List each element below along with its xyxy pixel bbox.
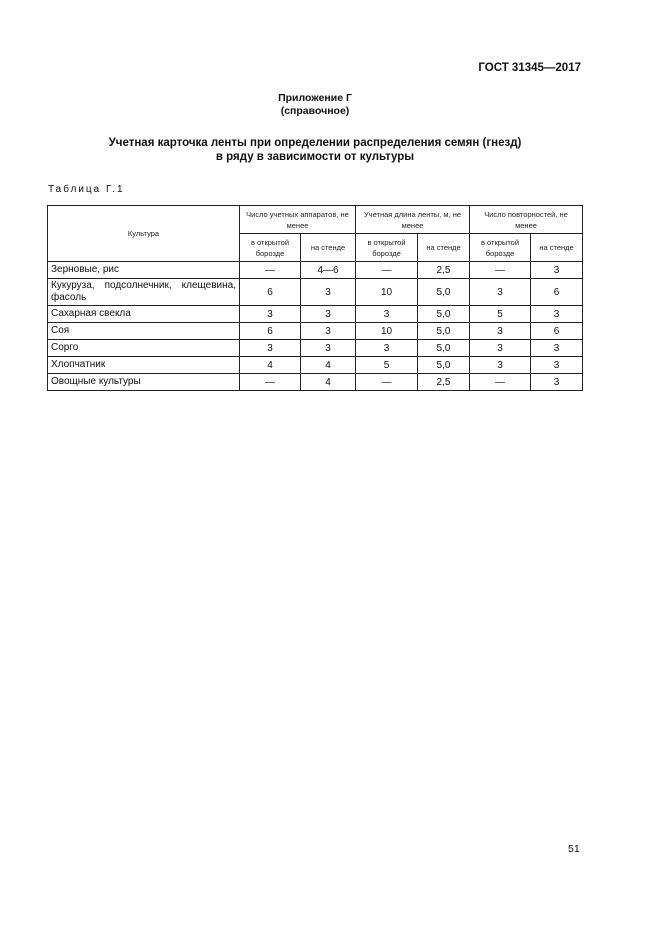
crop-name: Соя (48, 323, 240, 340)
table-cell: 5,0 (418, 279, 470, 306)
table-cell: — (356, 374, 418, 391)
subheader-stand: на стенде (301, 234, 356, 262)
table-cell: 3 (356, 340, 418, 357)
table-cell: 3 (240, 340, 301, 357)
table-cell: 3 (240, 306, 301, 323)
table-cell: 3 (301, 279, 356, 306)
crop-name: Хлопчатник (48, 357, 240, 374)
table-row (48, 340, 583, 357)
table-caption: Таблица Г.1 (48, 184, 125, 195)
subheader-open-furrow: в открытой борозде (470, 234, 531, 262)
table-cell: 5 (470, 306, 531, 323)
table-row (48, 374, 583, 391)
table-cell: 5,0 (418, 323, 470, 340)
table-cell: 5 (356, 357, 418, 374)
crop-name: Зерновые, рис (48, 262, 240, 279)
subheader-stand: на стенде (418, 234, 470, 262)
table-cell: 5,0 (418, 306, 470, 323)
table-row (48, 279, 583, 306)
table-cell: — (470, 374, 531, 391)
table-cell: 3 (531, 374, 583, 391)
subheader-open-furrow: в открытой борозде (240, 234, 301, 262)
table-cell: 6 (240, 279, 301, 306)
crop-name: Овощные культуры (48, 374, 240, 391)
table-cell: — (470, 262, 531, 279)
table-cell: 6 (531, 279, 583, 306)
table-row (48, 262, 583, 279)
table-row (48, 323, 583, 340)
table-cell: 6 (240, 323, 301, 340)
crop-name: Сахарная свекла (48, 306, 240, 323)
subheader-stand: на стенде (531, 234, 583, 262)
standard-code: ГОСТ 31345—2017 (478, 62, 581, 74)
appendix-label: Приложение Г (278, 92, 352, 104)
table-cell: — (356, 262, 418, 279)
table-cell: 3 (531, 262, 583, 279)
header-apparatus-count: Число учетных аппаратов, не менее (240, 206, 356, 234)
crop-name: Сорго (48, 340, 240, 357)
table-cell: 3 (470, 279, 531, 306)
page-number: 51 (568, 843, 580, 855)
header-crop: Культура (48, 206, 240, 262)
table-row (48, 357, 583, 374)
table-cell: 10 (356, 279, 418, 306)
table-cell: — (240, 262, 301, 279)
title-line-2: в ряду в зависимости от культуры (215, 151, 415, 163)
table-row (48, 306, 583, 323)
appendix-heading (0, 92, 630, 118)
table-cell: 3 (531, 306, 583, 323)
table-cell: 3 (470, 340, 531, 357)
table-cell: 2,5 (418, 374, 470, 391)
table-cell: 2,5 (418, 262, 470, 279)
crop-name: Кукуруза, подсолнечник, клещевина, фасоль (48, 279, 240, 306)
table-cell: 5,0 (418, 357, 470, 374)
table-cell: 3 (356, 306, 418, 323)
table-cell: 10 (356, 323, 418, 340)
table-cell: 4 (301, 357, 356, 374)
table-cell: 4—6 (301, 262, 356, 279)
title-line-1: Учетная карточка ленты при определении распределения семян (гнезд) (108, 137, 522, 149)
header-repetitions: Число повторностей, не менее (470, 206, 583, 234)
table-cell: 5,0 (418, 340, 470, 357)
table-cell: 3 (301, 340, 356, 357)
table-cell: 3 (470, 323, 531, 340)
table-cell: 3 (301, 323, 356, 340)
table-cell: 4 (240, 357, 301, 374)
table-cell: 3 (301, 306, 356, 323)
table-cell: — (240, 374, 301, 391)
appendix-kind: (справочное) (280, 105, 350, 117)
crop-table (47, 205, 583, 391)
subheader-open-furrow: в открытой борозде (356, 234, 418, 262)
table-cell: 3 (531, 340, 583, 357)
document-title (0, 136, 630, 164)
table-cell: 6 (531, 323, 583, 340)
header-tape-length: Учетная длина ленты, м, не менее (356, 206, 470, 234)
table-cell: 4 (301, 374, 356, 391)
table-cell: 3 (470, 357, 531, 374)
table-cell: 3 (531, 357, 583, 374)
